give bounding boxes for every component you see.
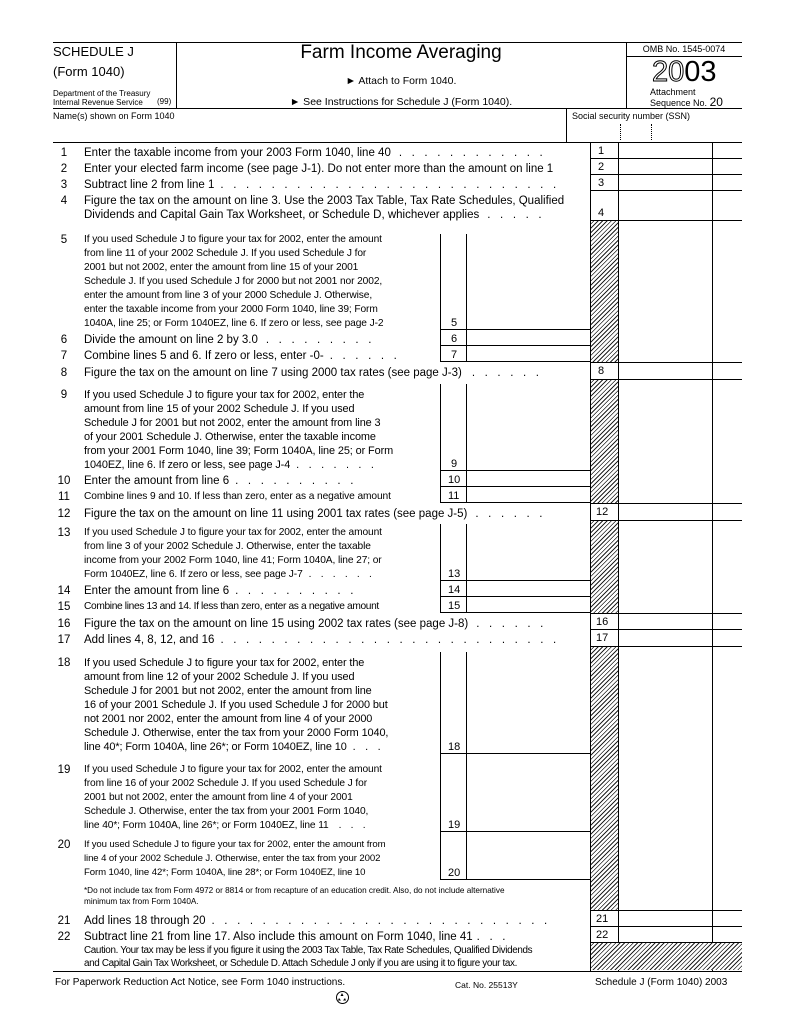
line-8-text: Figure the tax on the amount on line 7 using 2000 tax rates (see page J-3) . . . . . . bbox=[84, 367, 543, 379]
line-6-amount[interactable] bbox=[468, 330, 588, 344]
line-14-amount[interactable] bbox=[468, 581, 588, 595]
footer-form-name: Schedule J (Form 1040) 2003 bbox=[595, 977, 728, 988]
line-12-text: Figure the tax on the amount on line 11 using 2001 tax rates (see page J-5) . . . . . . bbox=[84, 508, 546, 520]
line-17-text: Add lines 4, 8, 12, and 16 . . . . . . . . . . . . . . . . . . . . . . . . . . . bbox=[84, 634, 560, 646]
line-3-text: Subtract line 2 from line 1 . . . . . . . . . . . . . . . . . . . . . . . . . . . bbox=[84, 179, 560, 191]
box-label-9: 9 bbox=[451, 458, 458, 470]
line-8-amount[interactable] bbox=[620, 363, 710, 378]
line-13-text-3: income from your 2002 Form 1040, line 41; Form 1040A, line 27; or bbox=[84, 555, 382, 566]
line-7-text: Combine lines 5 and 6. If zero or less, enter -0- . . . . . . bbox=[84, 350, 401, 362]
line-5-text-6: enter the taxable income from your 2000 Form 1040, line 39; Form bbox=[84, 304, 378, 315]
line-number-17: 17 bbox=[57, 634, 71, 646]
line-5-text-7: 1040A, line 25; or Form 1040EZ, line 6. If zero or less, see page J-2 bbox=[84, 318, 384, 329]
form-label: (Form 1040) bbox=[53, 64, 125, 79]
line-number-10: 10 bbox=[57, 475, 71, 487]
box-label-13: 13 bbox=[448, 568, 461, 580]
line-11-text: Combine lines 9 and 10. If less than zero, enter as a negative amount bbox=[84, 491, 391, 502]
line-number-12: 12 bbox=[57, 508, 71, 520]
line-number-15: 15 bbox=[57, 601, 71, 613]
line-14-text: Enter the amount from line 6 . . . . . . . . . . bbox=[84, 585, 357, 597]
line-15-text: Combine lines 13 and 14. If less than zero, enter as a negative amount bbox=[84, 601, 379, 612]
line-18-amount[interactable] bbox=[468, 738, 588, 752]
box-label-19: 19 bbox=[448, 819, 461, 831]
line-18-text-6: Schedule J. Otherwise, enter the tax from your 2000 Form 1040, bbox=[84, 727, 389, 739]
line-18-text-3: Schedule J for 2001 but not 2002, enter the amount from line bbox=[84, 685, 372, 697]
line-number-13: 13 bbox=[57, 527, 71, 539]
line-5-text-4: Schedule J. If you used Schedule J for 2000 but not 2001 nor 2002, bbox=[84, 276, 383, 287]
line-number-3: 3 bbox=[60, 179, 68, 191]
line-18-text-5: not 2001 nor 2002, enter the amount from line 4 of your 2000 bbox=[84, 713, 373, 725]
line-number-5: 5 bbox=[60, 234, 68, 246]
box-label-3: 3 bbox=[598, 177, 605, 189]
line-18-text-7: line 40*; Form 1040A, line 26*; or Form 1040EZ, line 10 . . . bbox=[84, 741, 384, 753]
line-number-1: 1 bbox=[60, 147, 68, 159]
line-5-text-2: from line 11 of your 2002 Schedule J. If you used Schedule J for bbox=[84, 248, 367, 259]
line-20-text-2: line 4 of your 2002 Schedule J. Otherwise, enter the tax from your 2002 bbox=[84, 853, 381, 864]
line-number-19: 19 bbox=[57, 764, 71, 776]
line-5-text-1: If you used Schedule J to figure your tax for 2002, enter the amount bbox=[84, 234, 382, 245]
year-bold: 03 bbox=[684, 56, 717, 88]
line-number-22: 22 bbox=[57, 931, 71, 943]
year-outline: 20 bbox=[652, 56, 685, 88]
box-label-4: 4 bbox=[598, 207, 605, 219]
see-instructions: ► See Instructions for Schedule J (Form 1040). bbox=[289, 96, 513, 108]
line-9-text-6: 1040EZ, line 6. If zero or less, see page J-4 . . . . . . . bbox=[84, 459, 378, 471]
line-number-6: 6 bbox=[60, 334, 68, 346]
line-18-text-2: amount from line 12 of your 2002 Schedule J. If you used bbox=[84, 671, 355, 683]
line-11-amount[interactable] bbox=[468, 487, 588, 501]
line-4-text-1: Figure the tax on the amount on line 3. Use the 2003 Tax Table, Tax Rate Schedules, Qualified bbox=[84, 195, 565, 207]
line-number-18: 18 bbox=[57, 657, 71, 669]
line-18-text-1: If you used Schedule J to figure your tax for 2002, enter the bbox=[84, 657, 365, 669]
department-label: Department of the Treasury bbox=[53, 89, 151, 98]
footnote-line-1: *Do not include tax from Form 4972 or 8814 or from recapture of an education credit. Also, do not include alternative bbox=[84, 886, 505, 895]
form-title: Farm Income Averaging bbox=[300, 42, 502, 63]
line-19-text-4: Schedule J. Otherwise, enter the tax from your 2001 Form 1040, bbox=[84, 806, 369, 817]
line-17-amount[interactable] bbox=[620, 630, 710, 645]
line-number-21: 21 bbox=[57, 915, 71, 927]
line-2-amount[interactable] bbox=[620, 159, 710, 173]
line-number-8: 8 bbox=[60, 367, 68, 379]
line-10-amount[interactable] bbox=[468, 471, 588, 485]
line-number-4: 4 bbox=[60, 195, 68, 207]
box-label-17: 17 bbox=[596, 632, 609, 644]
line-6-text: Divide the amount on line 2 by 3.0 . . . . . . . . . bbox=[84, 334, 375, 346]
line-12-amount[interactable] bbox=[620, 504, 710, 519]
sequence-number: 20 bbox=[709, 95, 723, 109]
line-5-text-3: 2001 but not 2002, enter the amount from line 15 of your 2001 bbox=[84, 262, 359, 273]
box-label-21: 21 bbox=[596, 913, 609, 925]
attachment-label: Attachment bbox=[650, 87, 696, 97]
line-19-text-1: If you used Schedule J to figure your tax for 2002, enter the amount bbox=[84, 764, 382, 775]
line-9-text-4: of your 2001 Schedule J. Otherwise, enter the taxable income bbox=[84, 431, 376, 443]
box-label-18: 18 bbox=[448, 741, 461, 753]
line-5-text-5: enter the amount from line 3 of your 2000 Schedule J. Otherwise, bbox=[84, 290, 373, 301]
line-9-text-5: from your 2001 Form 1040, line 39; Form 1040A, line 25; or Form bbox=[84, 445, 394, 457]
box-label-7: 7 bbox=[451, 349, 458, 361]
box-label-14: 14 bbox=[448, 584, 461, 596]
box-label-15: 15 bbox=[448, 600, 461, 612]
line-4-amount[interactable] bbox=[620, 205, 710, 219]
line-19-text-2: from line 16 of your 2002 Schedule J. If you used Schedule J for bbox=[84, 778, 367, 789]
line-number-7: 7 bbox=[60, 350, 68, 362]
box-label-5: 5 bbox=[451, 317, 458, 329]
line-21-text: Add lines 18 through 20 . . . . . . . . . . . . . . . . . . . . . . . . . . . bbox=[84, 915, 551, 927]
line-21-amount[interactable] bbox=[620, 911, 710, 925]
ssn-label: Social security number (SSN) bbox=[572, 111, 691, 121]
ssn-field[interactable] bbox=[570, 122, 740, 140]
line-9-amount[interactable] bbox=[468, 455, 588, 469]
box-label-10: 10 bbox=[448, 474, 461, 486]
line-19-text-5: line 40*; Form 1040A, line 26*; or Form 1040EZ, line 11 . . . bbox=[84, 820, 369, 831]
line-22-text: Subtract line 21 from line 17. Also include this amount on Form 1040, line 41 . . . bbox=[84, 931, 509, 943]
box-label-16: 16 bbox=[596, 616, 609, 628]
name-field[interactable] bbox=[53, 122, 563, 140]
box-label-20: 20 bbox=[448, 867, 461, 879]
catalog-number: Cat. No. 25513Y bbox=[455, 980, 518, 990]
line-16-text: Figure the tax on the amount on line 15 using 2002 tax rates (see page J-8) . . . . . . bbox=[84, 618, 547, 630]
line-4-text-2: Dividends and Capital Gain Tax Worksheet, or Schedule D, whichever applies . . . . . bbox=[84, 209, 545, 221]
line-9-text-2: amount from line 15 of your 2002 Schedule J. If you used bbox=[84, 403, 355, 415]
line-1-amount[interactable] bbox=[620, 143, 710, 157]
box-label-22: 22 bbox=[596, 929, 609, 941]
omb-number: OMB No. 1545-0074 bbox=[642, 44, 726, 54]
attach-instruction: ► Attach to Form 1040. bbox=[345, 75, 457, 87]
line-2-text: Enter your elected farm income (see page J-1). Do not enter more than the amount on line 1 bbox=[84, 163, 554, 175]
name-label: Name(s) shown on Form 1040 bbox=[53, 111, 175, 121]
line-18-text-4: 16 of your 2001 Schedule J. If you used Schedule J for 2000 but bbox=[84, 699, 388, 711]
line-number-16: 16 bbox=[57, 618, 71, 630]
sequence-label: Sequence No. 20 bbox=[650, 95, 723, 109]
line-19-amount[interactable] bbox=[468, 816, 588, 830]
line-19-text-3: 2001 but not 2002, enter the amount from line 4 of your 2001 bbox=[84, 792, 353, 803]
line-16-amount[interactable] bbox=[620, 614, 710, 628]
caution-line-2: and Capital Gain Tax Worksheet, or Schedule D. Attach Schedule J only if you are using it to figure your tax. bbox=[84, 958, 517, 969]
line-number-11: 11 bbox=[58, 491, 70, 503]
line-13-text-1: If you used Schedule J to figure your tax for 2002, enter the amount bbox=[84, 527, 382, 538]
tax-year bbox=[652, 57, 717, 87]
line-22-amount[interactable] bbox=[620, 927, 710, 941]
line-13-text-2: from line 3 of your 2002 Schedule J. Otherwise, enter the taxable bbox=[84, 541, 371, 552]
line-3-amount[interactable] bbox=[620, 175, 710, 189]
line-number-20: 20 bbox=[57, 839, 71, 851]
line-1-text: Enter the taxable income from your 2003 Form 1040, line 40 . . . . . . . . . . . . bbox=[84, 147, 546, 159]
paperwork-notice: For Paperwork Reduction Act Notice, see Form 1040 instructions. bbox=[55, 977, 346, 988]
line-number-2: 2 bbox=[60, 163, 68, 175]
line-10-text: Enter the amount from line 6 . . . . . . . . . . bbox=[84, 475, 357, 487]
line-9-text-3: Schedule J for 2001 but not 2002, enter the amount from line 3 bbox=[84, 417, 381, 429]
box-label-11: 11 bbox=[448, 490, 460, 502]
caution-line-1: Caution. Your tax may be less if you figure it using the 2003 Tax Table, Tax Rate Schedules, Qualified Dividends bbox=[84, 945, 533, 956]
line-number-9: 9 bbox=[60, 389, 68, 401]
recycle-icon bbox=[336, 991, 349, 1004]
irs-code: (99) bbox=[157, 97, 172, 106]
irs-label: Internal Revenue Service bbox=[53, 98, 143, 107]
line-9-text-1: If you used Schedule J to figure your tax for 2002, enter the bbox=[84, 389, 365, 401]
schedule-label: SCHEDULE J bbox=[53, 44, 134, 59]
line-13-text-4: Form 1040EZ, line 6. If zero or less, see page J-7 . . . . . . bbox=[84, 569, 376, 580]
box-label-1: 1 bbox=[598, 145, 605, 157]
line-20-text-1: If you used Schedule J to figure your tax for 2002, enter the amount from bbox=[84, 839, 386, 850]
box-label-6: 6 bbox=[451, 333, 458, 345]
line-20-amount[interactable] bbox=[468, 864, 588, 878]
line-5-amount[interactable] bbox=[468, 314, 588, 328]
line-number-14: 14 bbox=[57, 585, 71, 597]
line-13-amount[interactable] bbox=[468, 565, 588, 579]
box-label-8: 8 bbox=[598, 365, 605, 377]
box-label-12: 12 bbox=[596, 506, 609, 518]
line-20-text-3: Form 1040, line 42*; Form 1040A, line 28*; or Form 1040EZ, line 10 bbox=[84, 867, 366, 878]
footnote-line-2: minimum tax from Form 1040A. bbox=[84, 897, 199, 906]
line-15-amount[interactable] bbox=[468, 597, 588, 611]
box-label-2: 2 bbox=[598, 161, 605, 173]
line-7-amount[interactable] bbox=[468, 346, 588, 360]
